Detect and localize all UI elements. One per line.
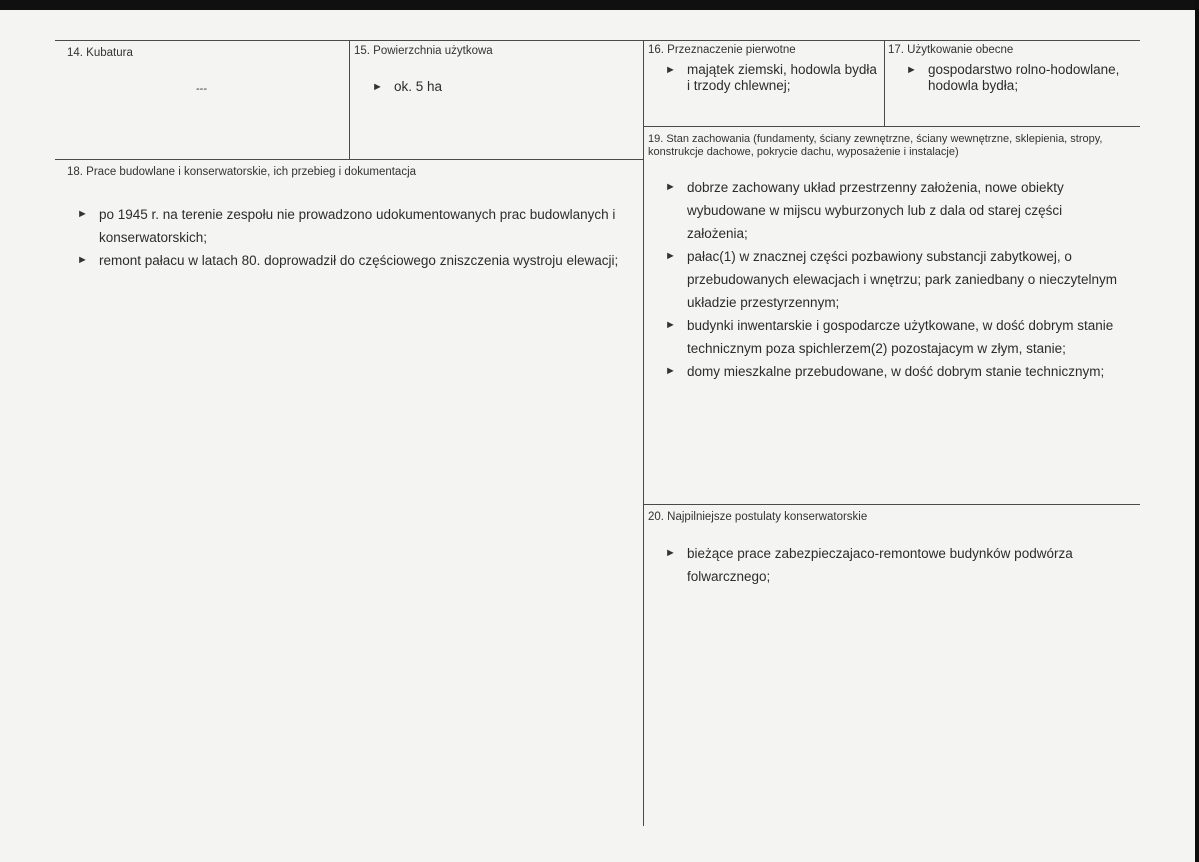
list-item-text: ok. 5 ha	[394, 79, 443, 94]
list-item	[77, 203, 622, 249]
list-item	[665, 542, 1120, 588]
grid-line-19-top	[643, 126, 1140, 127]
list-item	[665, 314, 1120, 360]
bullet-arrow-icon: ►	[665, 319, 676, 331]
field-19-list	[665, 176, 1120, 383]
field-19-label: 19. Stan zachowania (fundamenty, ściany zewnętrzne, ściany wewnętrzne, sklepienia, stropy, konstrukcje dachowe, pokrycie dachu, wyposażenie i instalacje)	[648, 133, 1103, 158]
scan-top-border	[0, 0, 1199, 10]
grid-line-top	[55, 40, 1140, 41]
grid-line-20-top	[643, 504, 1140, 505]
list-item	[77, 249, 622, 272]
field-18-list	[77, 203, 622, 272]
field-20-list	[665, 542, 1120, 588]
list-item	[665, 245, 1120, 314]
list-item	[665, 176, 1120, 245]
field-20-label: 20. Najpilniejsze postulaty konserwatorskie	[648, 511, 868, 523]
field-15-label: 15. Powierzchnia użytkowa	[354, 45, 493, 57]
bullet-arrow-icon: ►	[665, 250, 676, 262]
list-item	[665, 62, 880, 94]
field-16-list	[665, 62, 880, 94]
field-17-list	[906, 62, 1146, 94]
bullet-arrow-icon: ►	[77, 254, 88, 266]
list-item	[906, 62, 1146, 94]
list-item	[372, 79, 622, 95]
bullet-arrow-icon: ►	[665, 64, 676, 76]
field-16-label: 16. Przeznaczenie pierwotne	[648, 44, 796, 56]
list-item-text: budynki inwentarskie i gospodarcze użytkowane, w dość dobrym stanie technicznym poza spichlerzem(2) pozostajacym w złym, stanie;	[687, 318, 1114, 356]
list-item	[665, 360, 1120, 383]
field-17-label: 17. Użytkowanie obecne	[888, 44, 1014, 56]
grid-line-18-top	[55, 159, 643, 160]
bullet-arrow-icon: ►	[665, 365, 676, 377]
form-sheet	[0, 10, 1199, 862]
field-18-label: 18. Prace budowlane i konserwatorskie, ich przebieg i dokumentacja	[67, 166, 417, 178]
field-14-value: ---	[196, 83, 207, 95]
grid-line-col-17	[884, 40, 885, 126]
list-item-text: gospodarstwo rolno-hodowlane, hodowla bydła;	[928, 62, 1120, 93]
scan-right-border	[1195, 0, 1199, 862]
list-item-text: majątek ziemski, hodowla bydła i trzody chlewnej;	[687, 62, 877, 93]
list-item-text: remont pałacu w latach 80. doprowadził do częściowego zniszczenia wystroju elewacji;	[99, 253, 619, 268]
list-item-text: pałac(1) w znacznej części pozbawiony substancji zabytkowej, o przebudowanych elewacjach i wnętrzu; park zaniedbany o nieczytelnym układzie przestyrzennym;	[687, 249, 1117, 310]
list-item-text: dobrze zachowany układ przestrzenny założenia, nowe obiekty wybudowane w mijscu wyburzonych lub z dala od starej części założenia;	[687, 180, 1064, 241]
bullet-arrow-icon: ►	[906, 64, 917, 76]
bullet-arrow-icon: ►	[77, 208, 88, 220]
list-item-text: domy mieszkalne przebudowane, w dość dobrym stanie technicznym;	[687, 364, 1105, 379]
bullet-arrow-icon: ►	[665, 547, 676, 559]
grid-line-col-15	[349, 40, 350, 159]
field-14-label: 14. Kubatura	[67, 47, 133, 59]
field-15-list	[372, 79, 622, 95]
bullet-arrow-icon: ►	[372, 81, 383, 93]
list-item-text: po 1945 r. na terenie zespołu nie prowadzono udokumentowanych prac budowlanych i konserwatorskich;	[99, 207, 616, 245]
list-item-text: bieżące prace zabezpieczajaco-remontowe budynków podwórza folwarcznego;	[687, 546, 1073, 584]
bullet-arrow-icon: ►	[665, 181, 676, 193]
grid-line-col-main	[643, 40, 644, 826]
